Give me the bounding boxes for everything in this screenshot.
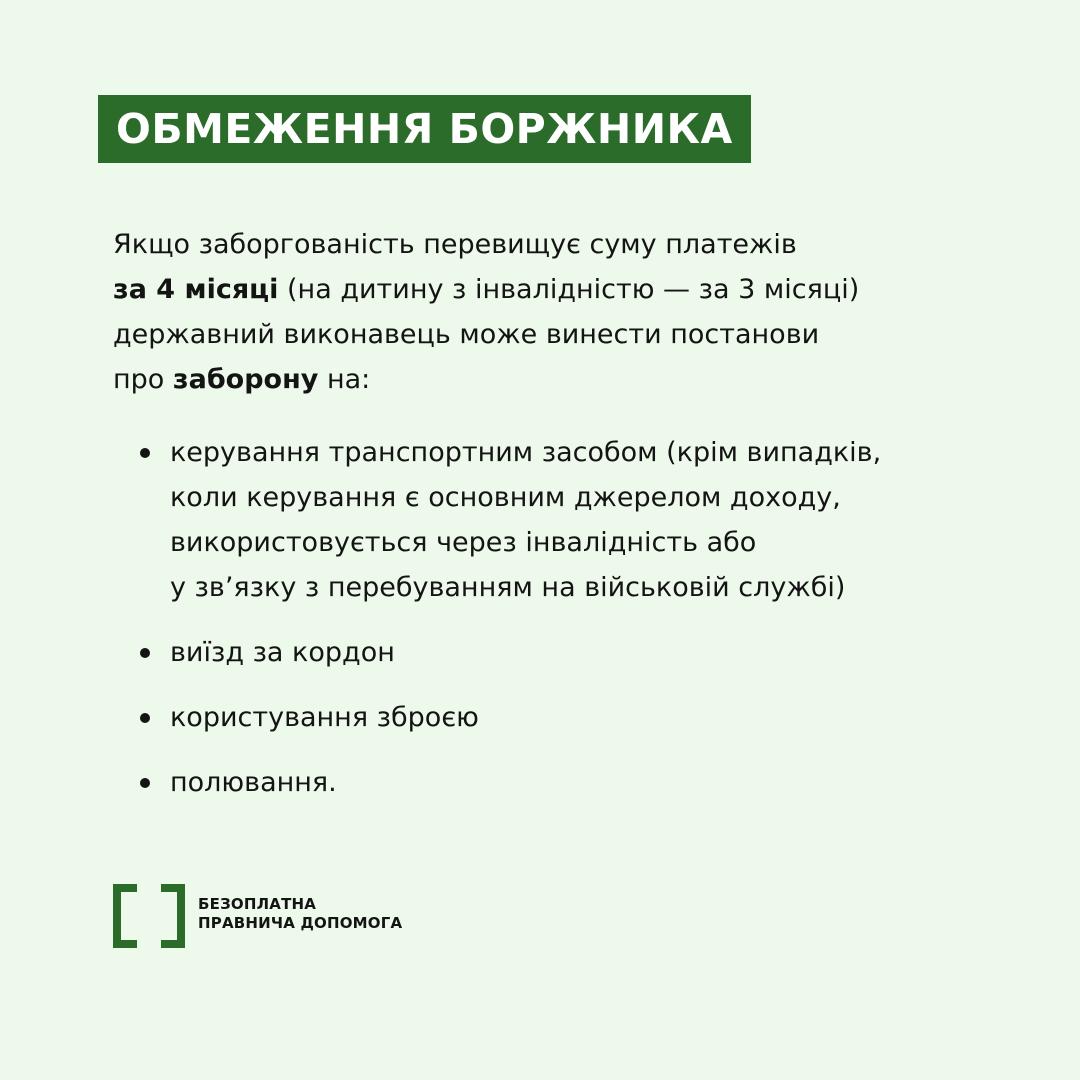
logo — [113, 884, 402, 944]
list-item-line: виїзд за кордон — [170, 637, 395, 668]
list-item-line: використовується через інвалідність або — [170, 527, 757, 558]
page-title: ОБМЕЖЕННЯ БОРЖНИКА — [116, 104, 733, 153]
bullet-icon — [140, 713, 150, 723]
intro-line-4 — [113, 357, 1053, 402]
list-item-line: полювання. — [170, 767, 337, 798]
intro-bold-period: за 4 місяці — [113, 274, 279, 305]
logo-text-line-2: ПРАВНИЧА ДОПОМОГА — [198, 914, 403, 932]
intro-line-3: державний виконавець може винести постанови — [113, 319, 820, 350]
intro-line-2-rest: (на дитину з інвалідністю — за 3 місяці) — [278, 274, 860, 305]
list-item — [140, 430, 1040, 610]
list-item — [140, 695, 1040, 740]
intro-line-4-post: на: — [318, 364, 371, 395]
intro-line-4-pre: про — [113, 364, 173, 395]
right-bracket-icon — [161, 884, 185, 948]
bullet-icon — [140, 648, 150, 658]
list-item — [140, 760, 1040, 805]
logo-text — [198, 895, 402, 933]
intro-paragraph — [113, 222, 1053, 402]
list-item-line: коли керування є основним джерелом доходу, — [170, 482, 841, 513]
restrictions-list — [140, 430, 1040, 825]
left-bracket-icon — [113, 884, 137, 948]
bullet-icon — [140, 778, 150, 788]
intro-bold-ban: заборону — [172, 364, 319, 395]
title-banner — [98, 95, 751, 163]
list-item — [140, 630, 1040, 675]
list-item-line: у зв’язку з перебуванням на військовій службі) — [170, 572, 846, 603]
intro-line-2 — [113, 267, 1053, 312]
list-item-line: керування транспортним засобом (крім випадків, — [170, 437, 882, 468]
logo-text-line-1: БЕЗОПЛАТНА — [198, 895, 317, 913]
brackets-logo-icon — [113, 884, 185, 944]
intro-line-1: Якщо заборгованість перевищує суму платежів — [113, 229, 797, 260]
bullet-icon — [140, 448, 150, 458]
list-item-line: користування зброєю — [170, 702, 479, 733]
